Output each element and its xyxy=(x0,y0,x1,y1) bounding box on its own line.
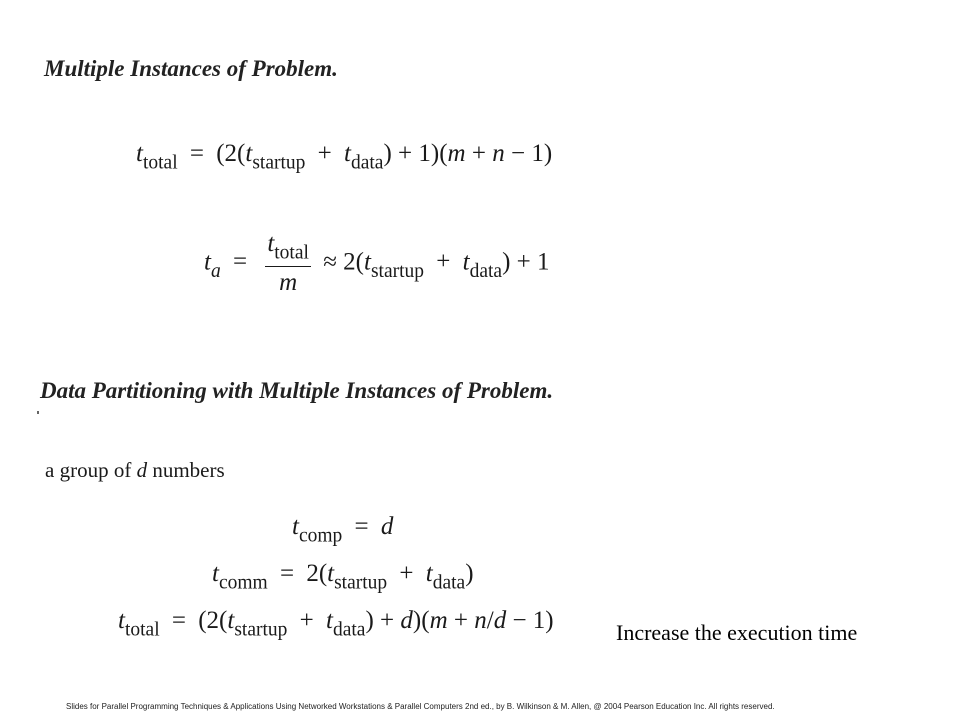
eq-equals: = xyxy=(232,248,248,276)
eq-plus: + xyxy=(317,140,332,167)
slide-footer-copyright: Slides for Parallel Programming Techniques & Applications Using Networked Workstations & Parallel Computers 2nd ed., by B. Wilkinson & M. Allen, @ 2004 Pearson Education Inc. All rights reserved. xyxy=(66,702,775,711)
eq-var: t xyxy=(364,248,371,276)
eq-var: t xyxy=(425,560,433,587)
eq-var: t xyxy=(212,560,219,587)
eq-text: ) + 1 xyxy=(502,248,550,276)
group-of-d-numbers-text xyxy=(45,458,225,483)
eq-text: ) xyxy=(465,560,474,587)
eq-sub: comm xyxy=(218,572,268,594)
note-increase-execution-time: Increase the execution time xyxy=(616,620,858,645)
fraction-numerator xyxy=(265,230,311,267)
eq-var: t xyxy=(326,607,333,634)
text-run: a group of xyxy=(45,458,137,482)
eq-var: d xyxy=(400,607,413,634)
eq-var: m xyxy=(447,140,466,167)
eq-text: − 1) xyxy=(506,607,554,634)
eq-var: t xyxy=(292,513,299,540)
eq-var: d xyxy=(493,607,507,634)
eq-var: n xyxy=(492,140,505,167)
eq-var: t xyxy=(327,560,335,587)
eq-var: t xyxy=(462,248,470,276)
eq-var: n xyxy=(474,607,487,634)
eq-sub: data xyxy=(469,260,503,282)
eq-sub: data xyxy=(332,619,366,641)
equation-comp-time xyxy=(292,513,393,547)
eq-equals: = xyxy=(189,140,204,167)
eq-var: t xyxy=(245,140,253,167)
section-heading-multiple-instances: Multiple Instances of Problem. xyxy=(44,56,338,81)
eq-var: t xyxy=(227,607,235,634)
eq-sub: comp xyxy=(298,525,343,547)
eq-var: m xyxy=(279,269,298,297)
eq-equals: = xyxy=(279,560,295,587)
eq-sub: data xyxy=(432,572,466,594)
eq-plus: + xyxy=(399,560,414,587)
eq-text: ) + xyxy=(365,607,401,634)
section-heading-data-partitioning: Data Partitioning with Multiple Instances of Problem. xyxy=(40,378,554,403)
eq-equals: = xyxy=(354,513,369,540)
eq-text: − 1) xyxy=(504,140,553,167)
equation-comm-time xyxy=(212,560,474,594)
eq-text: + xyxy=(465,140,493,167)
eq-sub: startup xyxy=(252,152,306,174)
eq-sub: total xyxy=(274,242,309,264)
eq-var: t xyxy=(204,248,211,276)
eq-var: t xyxy=(136,140,143,167)
eq-sub: data xyxy=(350,152,384,174)
scan-artifact-mark xyxy=(37,411,39,414)
eq-var: m xyxy=(429,607,448,634)
eq-sub: startup xyxy=(334,572,388,594)
fraction xyxy=(265,230,311,297)
eq-sub: total xyxy=(142,152,178,174)
eq-plus: + xyxy=(436,248,451,276)
eq-text: + xyxy=(447,607,475,634)
equation-total-time xyxy=(136,140,552,174)
eq-text: )( xyxy=(412,607,430,634)
eq-var: t xyxy=(267,230,275,257)
eq-var: d xyxy=(380,513,394,540)
eq-var: t xyxy=(118,607,125,634)
equation-total-partitioned-time xyxy=(118,607,554,641)
eq-sub: total xyxy=(124,619,160,641)
text-var: d xyxy=(136,458,148,482)
eq-text: ) + 1)( xyxy=(383,140,448,167)
fraction-denominator xyxy=(265,267,311,297)
eq-text: 2( xyxy=(306,560,328,587)
eq-text: (2( xyxy=(198,607,228,634)
eq-sub: startup xyxy=(370,260,425,282)
eq-text: (2( xyxy=(216,140,246,167)
eq-plus: + xyxy=(299,607,314,634)
eq-equals: = xyxy=(171,607,186,634)
equation-average-time xyxy=(204,230,550,297)
eq-sub: a xyxy=(210,260,221,282)
eq-text: 2( xyxy=(343,248,364,276)
eq-sub: startup xyxy=(234,619,288,641)
eq-var: t xyxy=(344,140,351,167)
eq-approx: ≈ xyxy=(323,248,337,276)
eq-text: / xyxy=(486,607,494,634)
text-run: numbers xyxy=(147,458,225,482)
